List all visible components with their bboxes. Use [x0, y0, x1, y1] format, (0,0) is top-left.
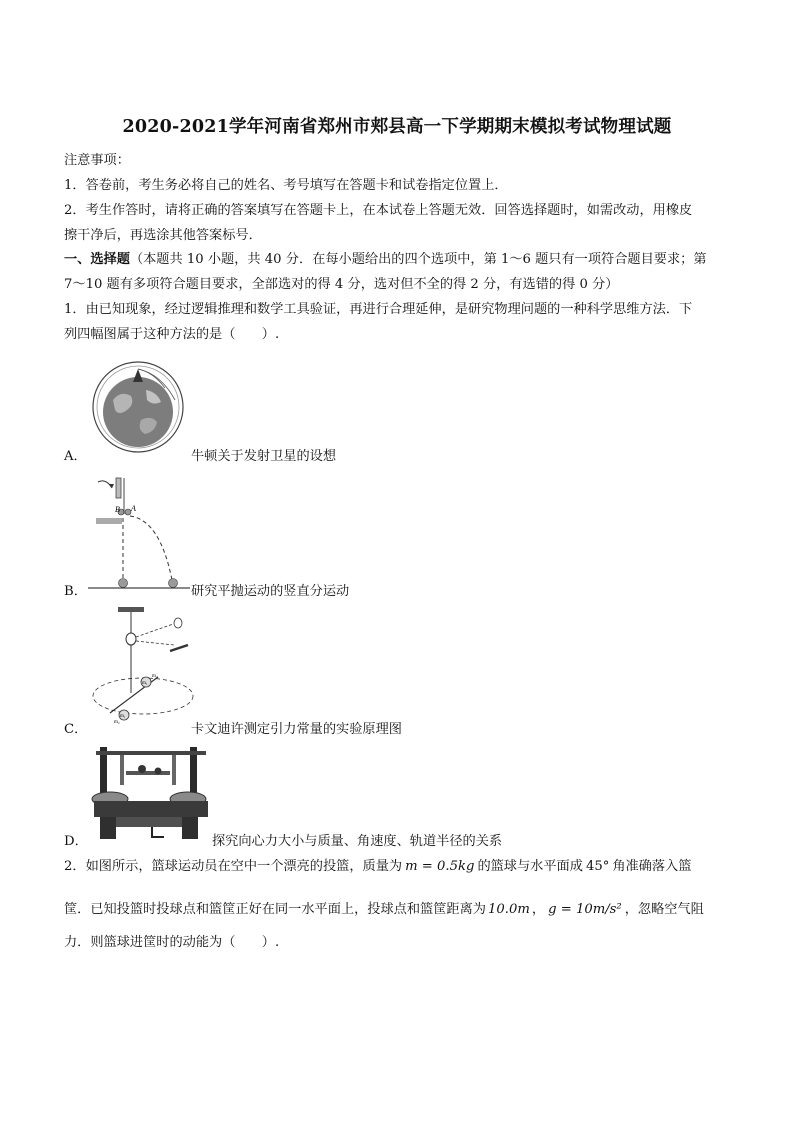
q2-stem-line-2	[64, 900, 704, 920]
q2-text-2: 的篮球与水平面成	[477, 859, 583, 874]
notice-item-2-line-2: 擦干净后，再选涂其他答案标号．	[64, 228, 262, 243]
figure-newton-satellite	[91, 360, 186, 455]
q2-angle: 45°	[585, 859, 610, 874]
section-1-line-1	[64, 250, 707, 270]
q1-option-a-label: A．	[64, 449, 87, 464]
q2-mass: m = 0.5kg	[405, 859, 475, 874]
page-title: 2020-2021学年河南省郑州市郏县高一下学期期末模拟考试物理试题	[122, 117, 672, 137]
q1-option-b-label: B．	[64, 584, 87, 599]
q2-stem-line-1	[64, 857, 691, 877]
q1-option-c-label: C．	[64, 722, 88, 737]
q2-text-4: 筐．已知投篮时投球点和篮筐正好在同一水平面上，投球点和篮筐距离为	[64, 902, 486, 917]
q1-stem-line-1: 1．由已知现象，经过逻辑推理和数学工具验证，再进行合理延伸，是研究物理问题的一种科学思维方法．下	[64, 302, 693, 317]
q2-text-3: 角准确落入篮	[612, 859, 692, 874]
q2-distance: 10.0m	[488, 902, 530, 917]
q1-option-d-caption: 探究向心力大小与质量、角速度、轨道半径的关系	[212, 834, 503, 849]
fig-c-label-m1-lower: m₁	[120, 714, 126, 719]
q1-stem-line-2: 列四幅图属于这种方法的是（ ）.	[64, 327, 280, 342]
q2-separator: ，	[531, 902, 546, 917]
section-1-heading: 一、选择题	[64, 252, 130, 267]
q2-gravity: g = 10m/s²	[548, 902, 622, 917]
fig-c-label-m2-upper: m₂	[152, 674, 158, 679]
q1-option-d-label: D．	[64, 834, 88, 849]
figure-centripetal-apparatus	[90, 745, 212, 845]
q2-stem-line-3: 力．则篮球进筐时的动能为（ ）.	[64, 935, 280, 950]
q1-option-c-caption: 卡文迪许测定引力常量的实验原理图	[191, 722, 402, 737]
fig-b-label-b: B	[115, 505, 120, 514]
q1-option-b-caption: 研究平抛运动的竖直分运动	[191, 584, 350, 599]
section-1-desc-line-2: 7～10 题有多项符合题目要求，全部选对的得 4 分，选对但不全的得 2 分，有选错的得 0 分）	[64, 277, 619, 292]
fig-c-label-m2-lower: m₂	[114, 720, 120, 725]
q1-option-a-caption: 牛顿关于发射卫星的设想	[191, 449, 337, 464]
notice-heading: 注意事项：	[64, 153, 130, 168]
figure-cavendish-balance	[88, 603, 206, 728]
notice-item-2-line-1: 2．考生作答时，请将正确的答案填写在答题卡上，在本试卷上答题无效．回答选择题时，如需改动，用橡皮	[64, 203, 693, 218]
q2-text-1: 2．如图所示，篮球运动员在空中一个漂亮的投篮，质量为	[64, 859, 403, 874]
section-1-desc-line-1: （本题共 10 小题，共 40 分．在每小题给出的四个选项中，第 1～6 题只有一项符合题目要求；第	[129, 252, 707, 267]
fig-c-label-m1-upper: m₁	[142, 681, 148, 686]
notice-item-1: 1．答卷前，考生务必将自己的姓名、考号填写在答题卡和试卷指定位置上．	[64, 178, 508, 193]
fig-b-label-a: A	[131, 504, 136, 513]
q2-text-5: ，忽略空气阻	[624, 902, 704, 917]
figure-projectile-vertical	[88, 474, 190, 594]
